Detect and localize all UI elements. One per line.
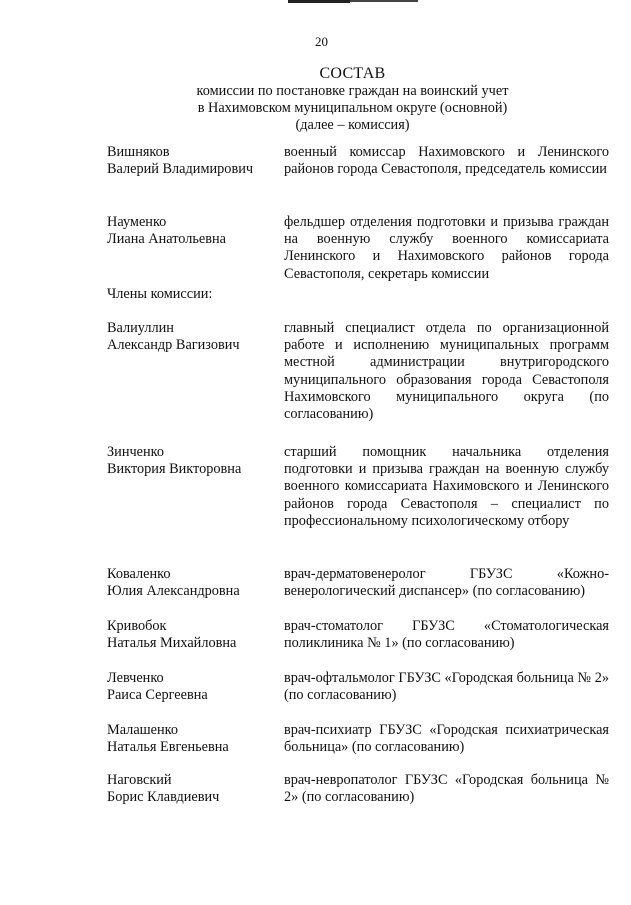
scan-edge-mark <box>350 0 418 2</box>
person-surname: Коваленко <box>107 566 171 582</box>
document-heading <box>0 64 631 134</box>
person-name <box>107 214 277 248</box>
person-given-names: Борис Клавдиевич <box>107 789 220 806</box>
person-surname: Кривобок <box>107 618 167 634</box>
person-given-names: Наталья Михайловна <box>107 635 237 652</box>
person-role: врач-стоматолог ГБУЗС «Стоматологическая поликлиника № 1» (по согласованию) <box>284 618 609 652</box>
person-name <box>107 144 277 178</box>
person-surname: Зинченко <box>107 444 165 460</box>
person-name <box>107 670 277 704</box>
person-given-names: Валерий Владимирович <box>107 161 254 178</box>
person-given-names: Наталья Евгеньевна <box>107 739 229 756</box>
heading-line: комиссии по постановке граждан на воинский учет <box>196 83 509 99</box>
scan-edge-mark <box>288 0 350 3</box>
person-surname: Наговский <box>107 772 172 788</box>
person-role: фельдшер отделения подготовки и призыва граждан на военную службу военного комиссариата Ленинского и Нахимовского районов города Севастополя, секретарь комиссии <box>284 214 609 282</box>
person-name <box>107 566 277 600</box>
person-given-names: Виктория Викторовна <box>107 461 242 478</box>
person-given-names: Раиса Сергеевна <box>107 687 208 704</box>
document-title: СОСТАВ <box>319 65 386 82</box>
person-role: врач-дерматовенеролог ГБУЗС «Кожно-венерологический диспансер» (по согласованию) <box>284 566 609 600</box>
person-surname: Левченко <box>107 670 164 686</box>
person-surname: Вишняков <box>107 144 170 160</box>
person-name <box>107 772 277 806</box>
person-role: старший помощник начальника отделения подготовки и призыва граждан на военную службу военного комиссариата Нахимовского и Ленинского районов города Севастополя – специалист по профессиональному психологическому отбору <box>284 444 609 529</box>
person-role: врач-невропатолог ГБУЗС «Городская больница № 2» (по согласованию) <box>284 772 609 806</box>
person-name <box>107 444 277 478</box>
person-surname: Науменко <box>107 214 167 230</box>
person-name <box>107 320 277 354</box>
heading-line: в Нахимовском муниципальном округе (основной) <box>197 100 508 116</box>
person-name <box>107 722 277 756</box>
person-role: главный специалист отдела по организационной работе и исполнению муниципальных программ местной администрации внутригородского муниципального образования города Севастополя Нахимовского муниципального округа (по согласованию) <box>284 320 609 423</box>
person-role: врач-психиатр ГБУЗС «Городская психиатрическая больница» (по согласованию) <box>284 722 609 756</box>
members-label: Члены комиссии: <box>107 286 213 302</box>
person-given-names: Лиана Анатольевна <box>107 231 226 248</box>
person-given-names: Юлия Александровна <box>107 583 240 600</box>
person-surname: Валиуллин <box>107 320 174 336</box>
person-given-names: Александр Вагизович <box>107 337 240 354</box>
person-role: врач-офтальмолог ГБУЗС «Городская больница № 2» (по согласованию) <box>284 670 609 704</box>
person-name <box>107 618 277 652</box>
person-role: военный комиссар Нахимовского и Ленинского районов города Севастополя, председатель комиссии <box>284 144 609 178</box>
page-number: 20 <box>315 34 328 49</box>
person-surname: Малашенко <box>107 722 179 738</box>
heading-line: (далее – комиссия) <box>295 117 410 133</box>
